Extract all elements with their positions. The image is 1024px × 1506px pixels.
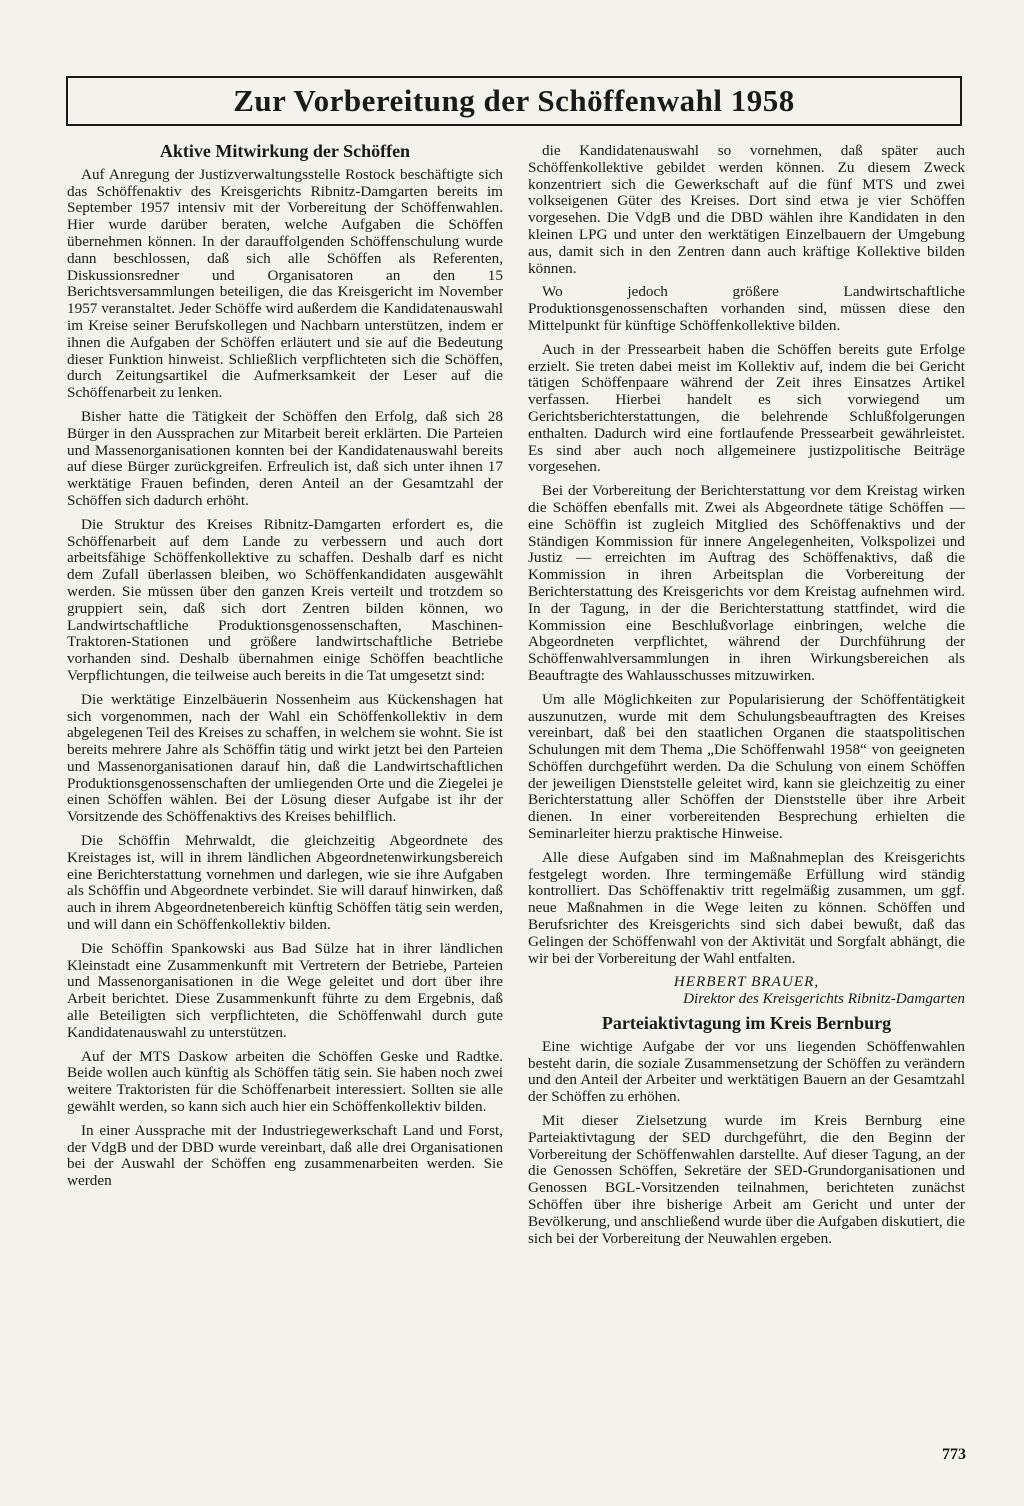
- paragraph: Eine wichtige Aufgabe der vor uns liegenden Schöffenwahlen besteht darin, die soziale Zusammensetzung der Schöffen zu verändern und den Anteil der Arbeiter und werktätigen Bauern an der Gesamtzahl der Schöffen zu erhöhen.: [528, 1037, 965, 1106]
- paragraph: Mit dieser Zielsetzung wurde im Kreis Bernburg eine Parteiaktivtagung der SED durchgeführt, die den Beginn der Vorbereitung der Schöffenwahlen darstellte. Auf dieser Tagung, an der die Genossen Schöffen, Sekretäre der SED-Grundorganisationen und Genossen BGL-Vorsitzenden teilnahmen, berichteten zunächst Schöffen über ihre bisherige Arbeit am Gericht und unter der Bevölkerung, und anschließend wurde über die Aufgaben diskutiert, die sich bei der Vorbereitung der Neuwahlen ergeben.: [528, 1112, 965, 1247]
- author-name: HERBERT BRAUER,: [673, 973, 820, 991]
- paragraph: Bisher hatte die Tätigkeit der Schöffen den Erfolg, daß sich 28 Bürger in den Aussprachen zur Mitarbeit bereit erklärten. Die Parteien und Massenorganisationen konnten bei der Kandidatenauswahl bereits auf diese Bürger zurückgreifen. Erfreulich ist, daß sich unter ihnen 17 werktätige Frauen befinden, deren Anteil an der Gesamtzahl der Schöffen sich dadurch erhöht.: [67, 407, 503, 509]
- paragraph: Die werktätige Einzelbäuerin Nossenheim aus Kückenshagen hat sich vorgenommen, nach der Wahl ein Schöffenkollektiv in dem abgelegenen Teil des Kreises zu schaffen, in welchem sie wohnt. Sie ist bereits mehrere Jahre als Schöffin tätig und wirkt jetzt bei den Parteien und Massenorganisationen darauf hin, daß die Landwirtschaftlichen Produktionsgenossenschaften der umliegenden Orte und die Ziegelei je einen Schöffen wählen. Bei der Lösung dieser Aufgabe ist ihr der Vorsitzende des Schöffenaktivs des Kreises behilflich.: [67, 690, 503, 826]
- paragraph: Alle diese Aufgaben sind im Maßnahmeplan des Kreisgerichts festgelegt worden. Ihre termingemäße Erfüllung wird ständig kontrolliert. Das Schöffenaktiv tritt regelmäßig zusammen, um ggf. neue Maßnahmen in die Wege leiten zu können. Schöffen und Berufsrichter des Kreisgerichts sind sich dabei bewußt, daß das Gelingen der Schöffenwahl von der Aktivität und Sorgfalt abhängt, die wir bei der Vorbereitung der Wahl entfalten.: [528, 848, 965, 967]
- paragraph: Um alle Möglichkeiten zur Popularisierung der Schöffentätigkeit auszunutzen, wurde mit dem Schulungsbeauftragten des Kreises vereinbart, daß bei den staatlichen Organen die staatspolitischen Schulungen mit dem Thema „Die Schöffenwahl 1958“ von geeigneten Schöffen durchgeführt werden. Da die Schulung von einem Schöffen der jeweiligen Dienststelle geleitet wird, kann sie gleichzeitig zu einer Berichterstattung aller Schöffen der Dienststelle über ihre Arbeit dienen. In einer vorbereitenden Besprechung erhielten die Seminarleiter hierzu praktische Hinweise.: [528, 690, 965, 843]
- paragraph: Die Schöffin Spankowski aus Bad Sülze hat in ihrer ländlichen Kleinstadt eine Zusammenkunft mit Vertretern der Betriebe, Parteien und Massenorganisationen in die Wege geleitet und dort über ihre Arbeit berichtet. Diese Zusammenkunft führte zu dem Ergebnis, daß alle Beteiligten sich verpflichteten, die Schöffenwahl durch gute Kandidatenauswahl zu unterstützen.: [67, 939, 503, 1041]
- author-title: Direktor des Kreisgerichts Ribnitz-Damgarten: [683, 990, 965, 1008]
- paragraph: Auf Anregung der Justizverwaltungsstelle Rostock beschäftigte sich das Schöffenaktiv des Kreisgerichts Ribnitz-Damgarten bereits im September 1957 intensiv mit der Vorbereitung der Schöffenwahlen. Hier wurde darüber beraten, welche Aufgaben die Schöffen übernehmen können. In der darauffolgenden Schöffenschulung wurde dann beschlossen, daß sich alle Schöffen als Referenten, Diskussionsredner und Organisatoren an den 15 Berichtsversammlungen beteiligen, die das Kreisgericht im November 1957 veranstaltet. Jeder Schöffe wird außerdem die Kandidatenauswahl im Kreise seiner Berufskollegen und Nachbarn unterstützen, indem er ihnen die Aufgaben der Schöffen erläutert und sie auf die Bedeutung dieser Funktion hinweist. Schließlich verpflichteten sich die Schöffen, durch Zeitungsartikel die Aufmerksamkeit der Leser auf die Schöffenarbeit zu lenken.: [67, 165, 503, 402]
- paragraph: Auf der MTS Daskow arbeiten die Schöffen Geske und Radtke. Beide wollen auch künftig als Schöffen tätig sein. Sie haben noch zwei weitere Traktoristen für die Schöffenarbeit interessiert. Sollten sie alle gewählt werden, so kann sich auch hier ein Schöffenkollektiv bilden.: [67, 1047, 503, 1116]
- paragraph: die Kandidatenauswahl so vornehmen, daß später auch Schöffenkollektive gebildet werden können. Zu diesem Zweck konzentriert sich die Gewerkschaft auf die fünf MTS und zwei volkseigenen Güter des Kreises. Dort sind etwa je vier Schöffen vorgesehen. Die VdgB und die DBD wählen ihre Kandidaten in den kleinen LPG und unter den werktätigen Einzelbauern der Umgebung aus, damit sich in den Zentren dann auch kräftige Kollektive bilden können.: [528, 142, 965, 277]
- page-title: Zur Vorbereitung der Schöffenwahl 1958: [233, 83, 795, 118]
- section-heading-2: Parteiaktivtagung im Kreis Bernburg: [601, 1013, 892, 1034]
- page-number: 773: [942, 1446, 966, 1463]
- right-column: [528, 143, 965, 1254]
- author-signature: [528, 974, 965, 1008]
- paragraph: Die Struktur des Kreises Ribnitz-Damgarten erfordert es, die Schöffenarbeit auf dem Lande zu verbessern und auch dort arbeitsfähige Schöffenkollektive zu schaffen. Deshalb darf es nicht dem Zufall überlassen bleiben, wo Schöffenkandidaten ausgewählt werden. Sie müssen über den ganzen Kreis verteilt und trotzdem so gruppiert sein, daß sich dort Zentren bilden können, wo Landwirtschaftliche Produktionsgenossenschaften, Maschinen-Traktoren-Stationen und größere landwirtschaftliche Betriebe vorhanden sind. Deshalb übernahmen einige Schöffen beachtliche Verpflichtungen, die teilweise auch bereits in die Tat umgesetzt sind:: [67, 515, 503, 684]
- title-banner: [66, 76, 962, 126]
- paragraph: Auch in der Pressearbeit haben die Schöffen bereits gute Erfolge erzielt. Sie treten dabei meist im Kollektiv auf, indem die bei Gericht tätigen Schöffenpaare während der Zeit ihres Einsatzes Artikel verfassen. Hierbei handelt es sich vorwiegend um Gerichtsberichterstattungen, die belehrende Schlußfolgerungen enthalten. Dadurch wird eine fortlaufende Pressearbeit gewährleistet. Es sind aber auch noch allgemeinere justizpolitische Beiträge vorgesehen.: [528, 340, 965, 476]
- paragraph: Bei der Vorbereitung der Berichterstattung vor dem Kreistag wirken die Schöffen ebenfalls mit. Zwei als Abgeordnete tätige Schöffen — eine Schöffin ist zugleich Mitglied des Schöffenaktivs und der Ständigen Kommission für innere Angelegenheiten, Volkspolizei und Justiz — erreichten im Auftrag des Schöffenaktivs, daß die Kommission in ihren Arbeitsplan die Vorbereitung der Berichterstattung des Kreisgerichts vor dem Kreistag aufnehmen wird. In der Tagung, in der die Berichterstattung stattfindet, wird die Kommission eine Beschlußvorlage einbringen, welche die Abgeordneten verpflichtet, während der Durchführung der Schöffenwahlversammlungen in ihren Wirkungsbereichen als Beauftragte des Wahlausschusses mitzuwirken.: [528, 482, 965, 684]
- paragraph: In einer Aussprache mit der Industriegewerkschaft Land und Forst, der VdgB und der DBD wurde vereinbart, daß alle drei Organisationen bei der Auswahl der Schöffen eng zusammenarbeiten werden. Sie werden: [67, 1121, 503, 1190]
- paragraph: Wo jedoch größere Landwirtschaftliche Produktionsgenossenschaften vorhanden sind, müssen diese den Mittelpunkt für künftige Schöffenkollektive bilden.: [528, 283, 965, 334]
- paragraph: Die Schöffin Mehrwaldt, die gleichzeitig Abgeordnete des Kreistages ist, will in ihrem ländlichen Abgeordnetenwirkungsbereich eine Berichterstattung vornehmen und darlegen, wie sie ihre Aufgaben als Schöffin und Abgeordnete verbindet. Sie will darauf hinwirken, daß auch in ihrem Abgeordnetenbereich künftig Schöffen tätig sein werden, und will dann ein Schöffenkollektiv bilden.: [67, 832, 503, 934]
- left-column: [67, 143, 503, 1197]
- section-heading-1: Aktive Mitwirkung der Schöffen: [159, 141, 411, 161]
